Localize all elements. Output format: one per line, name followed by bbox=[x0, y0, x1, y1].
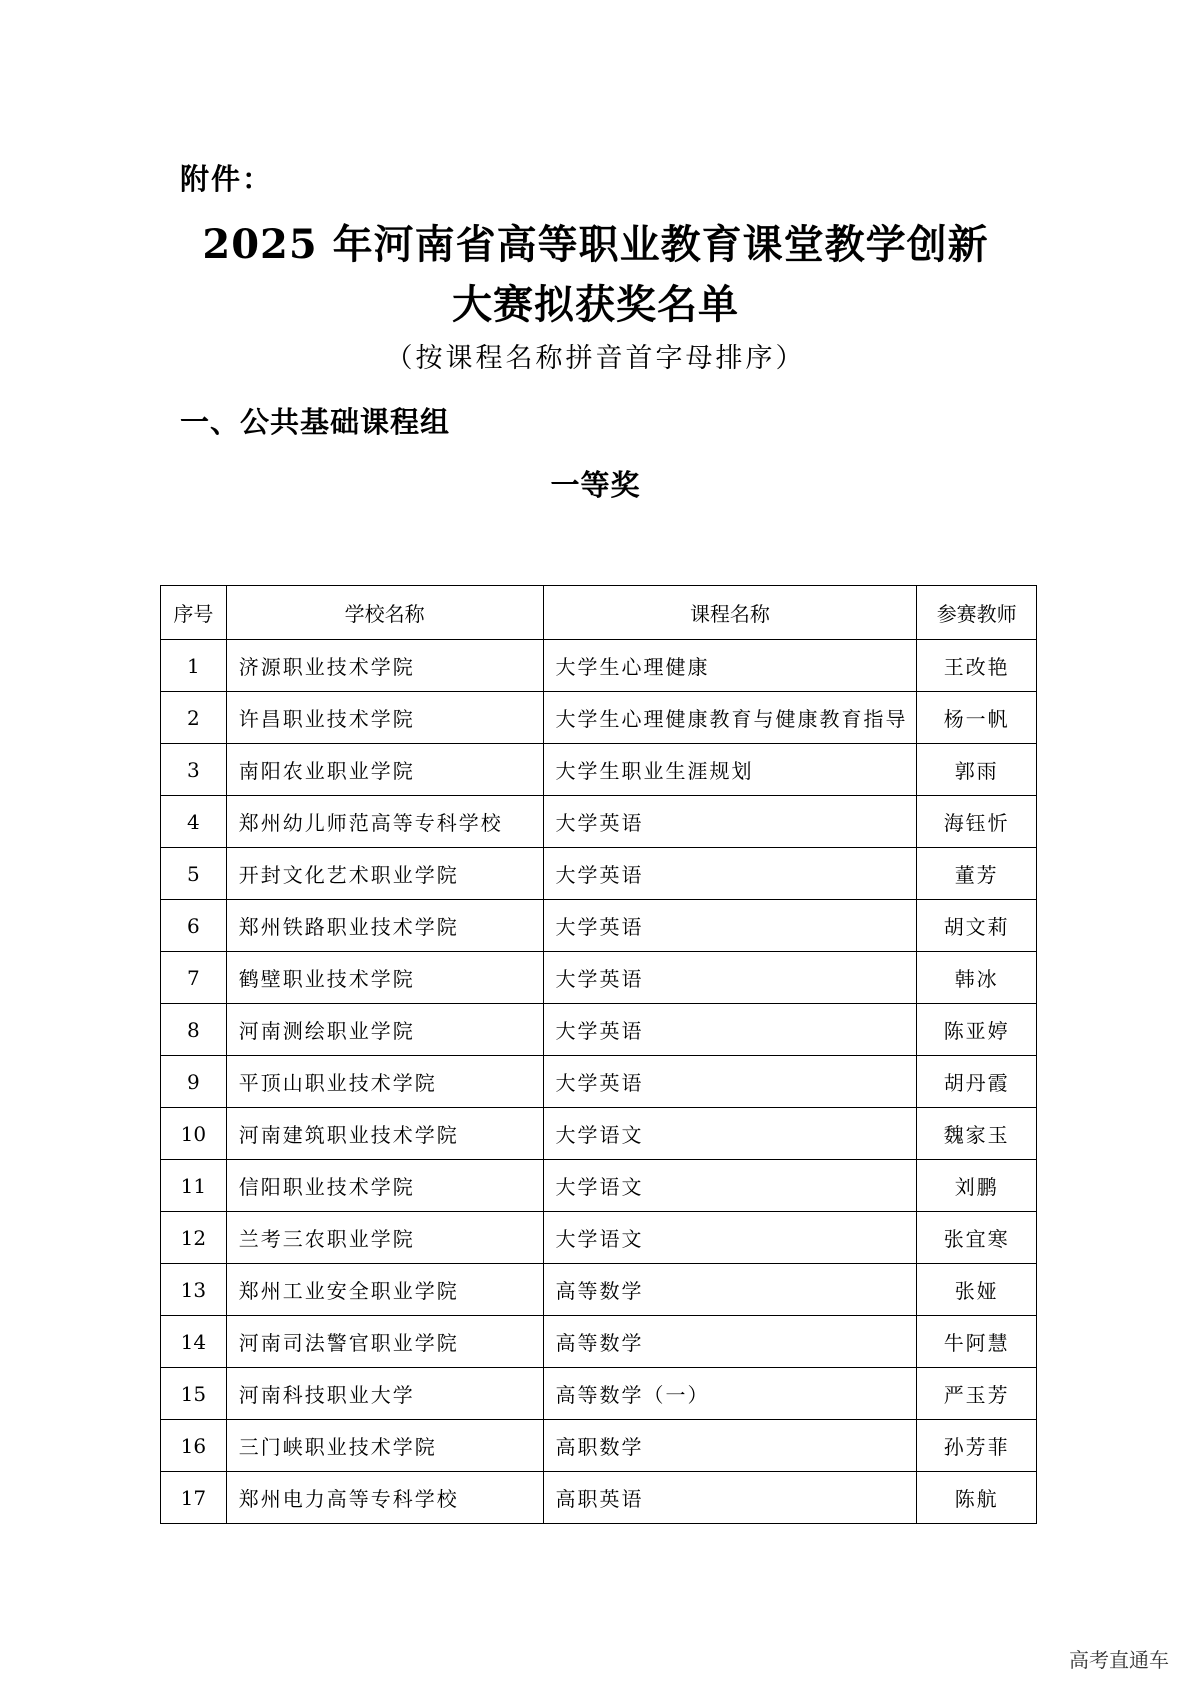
school-name: 河南司法警官职业学院 bbox=[226, 1316, 543, 1368]
school-name: 许昌职业技术学院 bbox=[226, 692, 543, 744]
course-name: 高等数学（一） bbox=[543, 1368, 917, 1420]
table-row bbox=[161, 1420, 1037, 1472]
school-name: 信阳职业技术学院 bbox=[226, 1160, 543, 1212]
course-name: 大学英语 bbox=[543, 900, 917, 952]
course-name: 高等数学 bbox=[543, 1316, 917, 1368]
school-name: 鹤壁职业技术学院 bbox=[226, 952, 543, 1004]
table-row bbox=[161, 1472, 1037, 1524]
row-index: 15 bbox=[161, 1368, 227, 1420]
row-index: 2 bbox=[161, 692, 227, 744]
school-name: 河南测绘职业学院 bbox=[226, 1004, 543, 1056]
table-row bbox=[161, 640, 1037, 692]
school-name: 郑州铁路职业技术学院 bbox=[226, 900, 543, 952]
row-index: 10 bbox=[161, 1108, 227, 1160]
course-name: 大学英语 bbox=[543, 1056, 917, 1108]
course-name: 大学英语 bbox=[543, 796, 917, 848]
course-name: 高职英语 bbox=[543, 1472, 917, 1524]
row-index: 5 bbox=[161, 848, 227, 900]
course-name: 大学语文 bbox=[543, 1212, 917, 1264]
course-name: 大学生心理健康 bbox=[543, 640, 917, 692]
course-name: 大学生职业生涯规划 bbox=[543, 744, 917, 796]
teacher-name: 孙芳菲 bbox=[917, 1420, 1037, 1472]
table-header-row bbox=[161, 586, 1037, 640]
teacher-name: 魏家玉 bbox=[917, 1108, 1037, 1160]
table-row bbox=[161, 796, 1037, 848]
table-row bbox=[161, 1160, 1037, 1212]
course-name: 大学英语 bbox=[543, 1004, 917, 1056]
course-name: 大学生心理健康教育与健康教育指导 bbox=[543, 692, 917, 744]
row-index: 1 bbox=[161, 640, 227, 692]
row-index: 4 bbox=[161, 796, 227, 848]
column-header-index: 序号 bbox=[161, 586, 227, 640]
row-index: 16 bbox=[161, 1420, 227, 1472]
row-index: 9 bbox=[161, 1056, 227, 1108]
table-row bbox=[161, 1056, 1037, 1108]
school-name: 兰考三农职业学院 bbox=[226, 1212, 543, 1264]
teacher-name: 陈亚婷 bbox=[917, 1004, 1037, 1056]
course-name: 大学英语 bbox=[543, 848, 917, 900]
teacher-name: 张宜寒 bbox=[917, 1212, 1037, 1264]
school-name: 南阳农业职业学院 bbox=[226, 744, 543, 796]
watermark: 高考直通车 bbox=[1069, 1648, 1169, 1672]
teacher-name: 胡文莉 bbox=[917, 900, 1037, 952]
school-name: 开封文化艺术职业学院 bbox=[226, 848, 543, 900]
course-name: 大学语文 bbox=[543, 1108, 917, 1160]
teacher-name: 杨一帆 bbox=[917, 692, 1037, 744]
award-level-heading: 一等奖 bbox=[550, 468, 641, 502]
awards-table bbox=[160, 585, 1037, 1524]
document-title-line-1: 2025 年河南省高等职业教育课堂教学创新 bbox=[202, 221, 989, 268]
row-index: 12 bbox=[161, 1212, 227, 1264]
school-name: 河南科技职业大学 bbox=[226, 1368, 543, 1420]
table-row bbox=[161, 744, 1037, 796]
table-row bbox=[161, 900, 1037, 952]
teacher-name: 郭雨 bbox=[917, 744, 1037, 796]
teacher-name: 胡丹霞 bbox=[917, 1056, 1037, 1108]
course-name: 高等数学 bbox=[543, 1264, 917, 1316]
teacher-name: 张娅 bbox=[917, 1264, 1037, 1316]
teacher-name: 刘鹏 bbox=[917, 1160, 1037, 1212]
section-heading: 一、公共基础课程组 bbox=[180, 405, 451, 439]
school-name: 济源职业技术学院 bbox=[226, 640, 543, 692]
column-header-teacher: 参赛教师 bbox=[917, 586, 1037, 640]
teacher-name: 王改艳 bbox=[917, 640, 1037, 692]
table-row bbox=[161, 1316, 1037, 1368]
table-row bbox=[161, 1264, 1037, 1316]
row-index: 17 bbox=[161, 1472, 227, 1524]
column-header-course: 课程名称 bbox=[543, 586, 917, 640]
teacher-name: 董芳 bbox=[917, 848, 1037, 900]
awards-table-body bbox=[161, 640, 1037, 1524]
row-index: 6 bbox=[161, 900, 227, 952]
table-row bbox=[161, 1368, 1037, 1420]
row-index: 8 bbox=[161, 1004, 227, 1056]
table-row bbox=[161, 848, 1037, 900]
teacher-name: 牛阿慧 bbox=[917, 1316, 1037, 1368]
table-row bbox=[161, 1212, 1037, 1264]
school-name: 河南建筑职业技术学院 bbox=[226, 1108, 543, 1160]
sort-note: （按课程名称拼音首字母排序） bbox=[385, 343, 806, 374]
document-title-line-2: 大赛拟获奖名单 bbox=[452, 281, 739, 328]
row-index: 13 bbox=[161, 1264, 227, 1316]
course-name: 高职数学 bbox=[543, 1420, 917, 1472]
table-row bbox=[161, 1004, 1037, 1056]
course-name: 大学英语 bbox=[543, 952, 917, 1004]
row-index: 11 bbox=[161, 1160, 227, 1212]
teacher-name: 陈航 bbox=[917, 1472, 1037, 1524]
course-name: 大学语文 bbox=[543, 1160, 917, 1212]
teacher-name: 海钰忻 bbox=[917, 796, 1037, 848]
table-row bbox=[161, 1108, 1037, 1160]
school-name: 郑州幼儿师范高等专科学校 bbox=[226, 796, 543, 848]
table-row bbox=[161, 692, 1037, 744]
attachment-label: 附件： bbox=[180, 162, 274, 196]
teacher-name: 韩冰 bbox=[917, 952, 1037, 1004]
school-name: 郑州电力高等专科学校 bbox=[226, 1472, 543, 1524]
teacher-name: 严玉芳 bbox=[917, 1368, 1037, 1420]
row-index: 7 bbox=[161, 952, 227, 1004]
table-row bbox=[161, 952, 1037, 1004]
school-name: 郑州工业安全职业学院 bbox=[226, 1264, 543, 1316]
column-header-school: 学校名称 bbox=[226, 586, 543, 640]
school-name: 三门峡职业技术学院 bbox=[226, 1420, 543, 1472]
row-index: 14 bbox=[161, 1316, 227, 1368]
school-name: 平顶山职业技术学院 bbox=[226, 1056, 543, 1108]
row-index: 3 bbox=[161, 744, 227, 796]
